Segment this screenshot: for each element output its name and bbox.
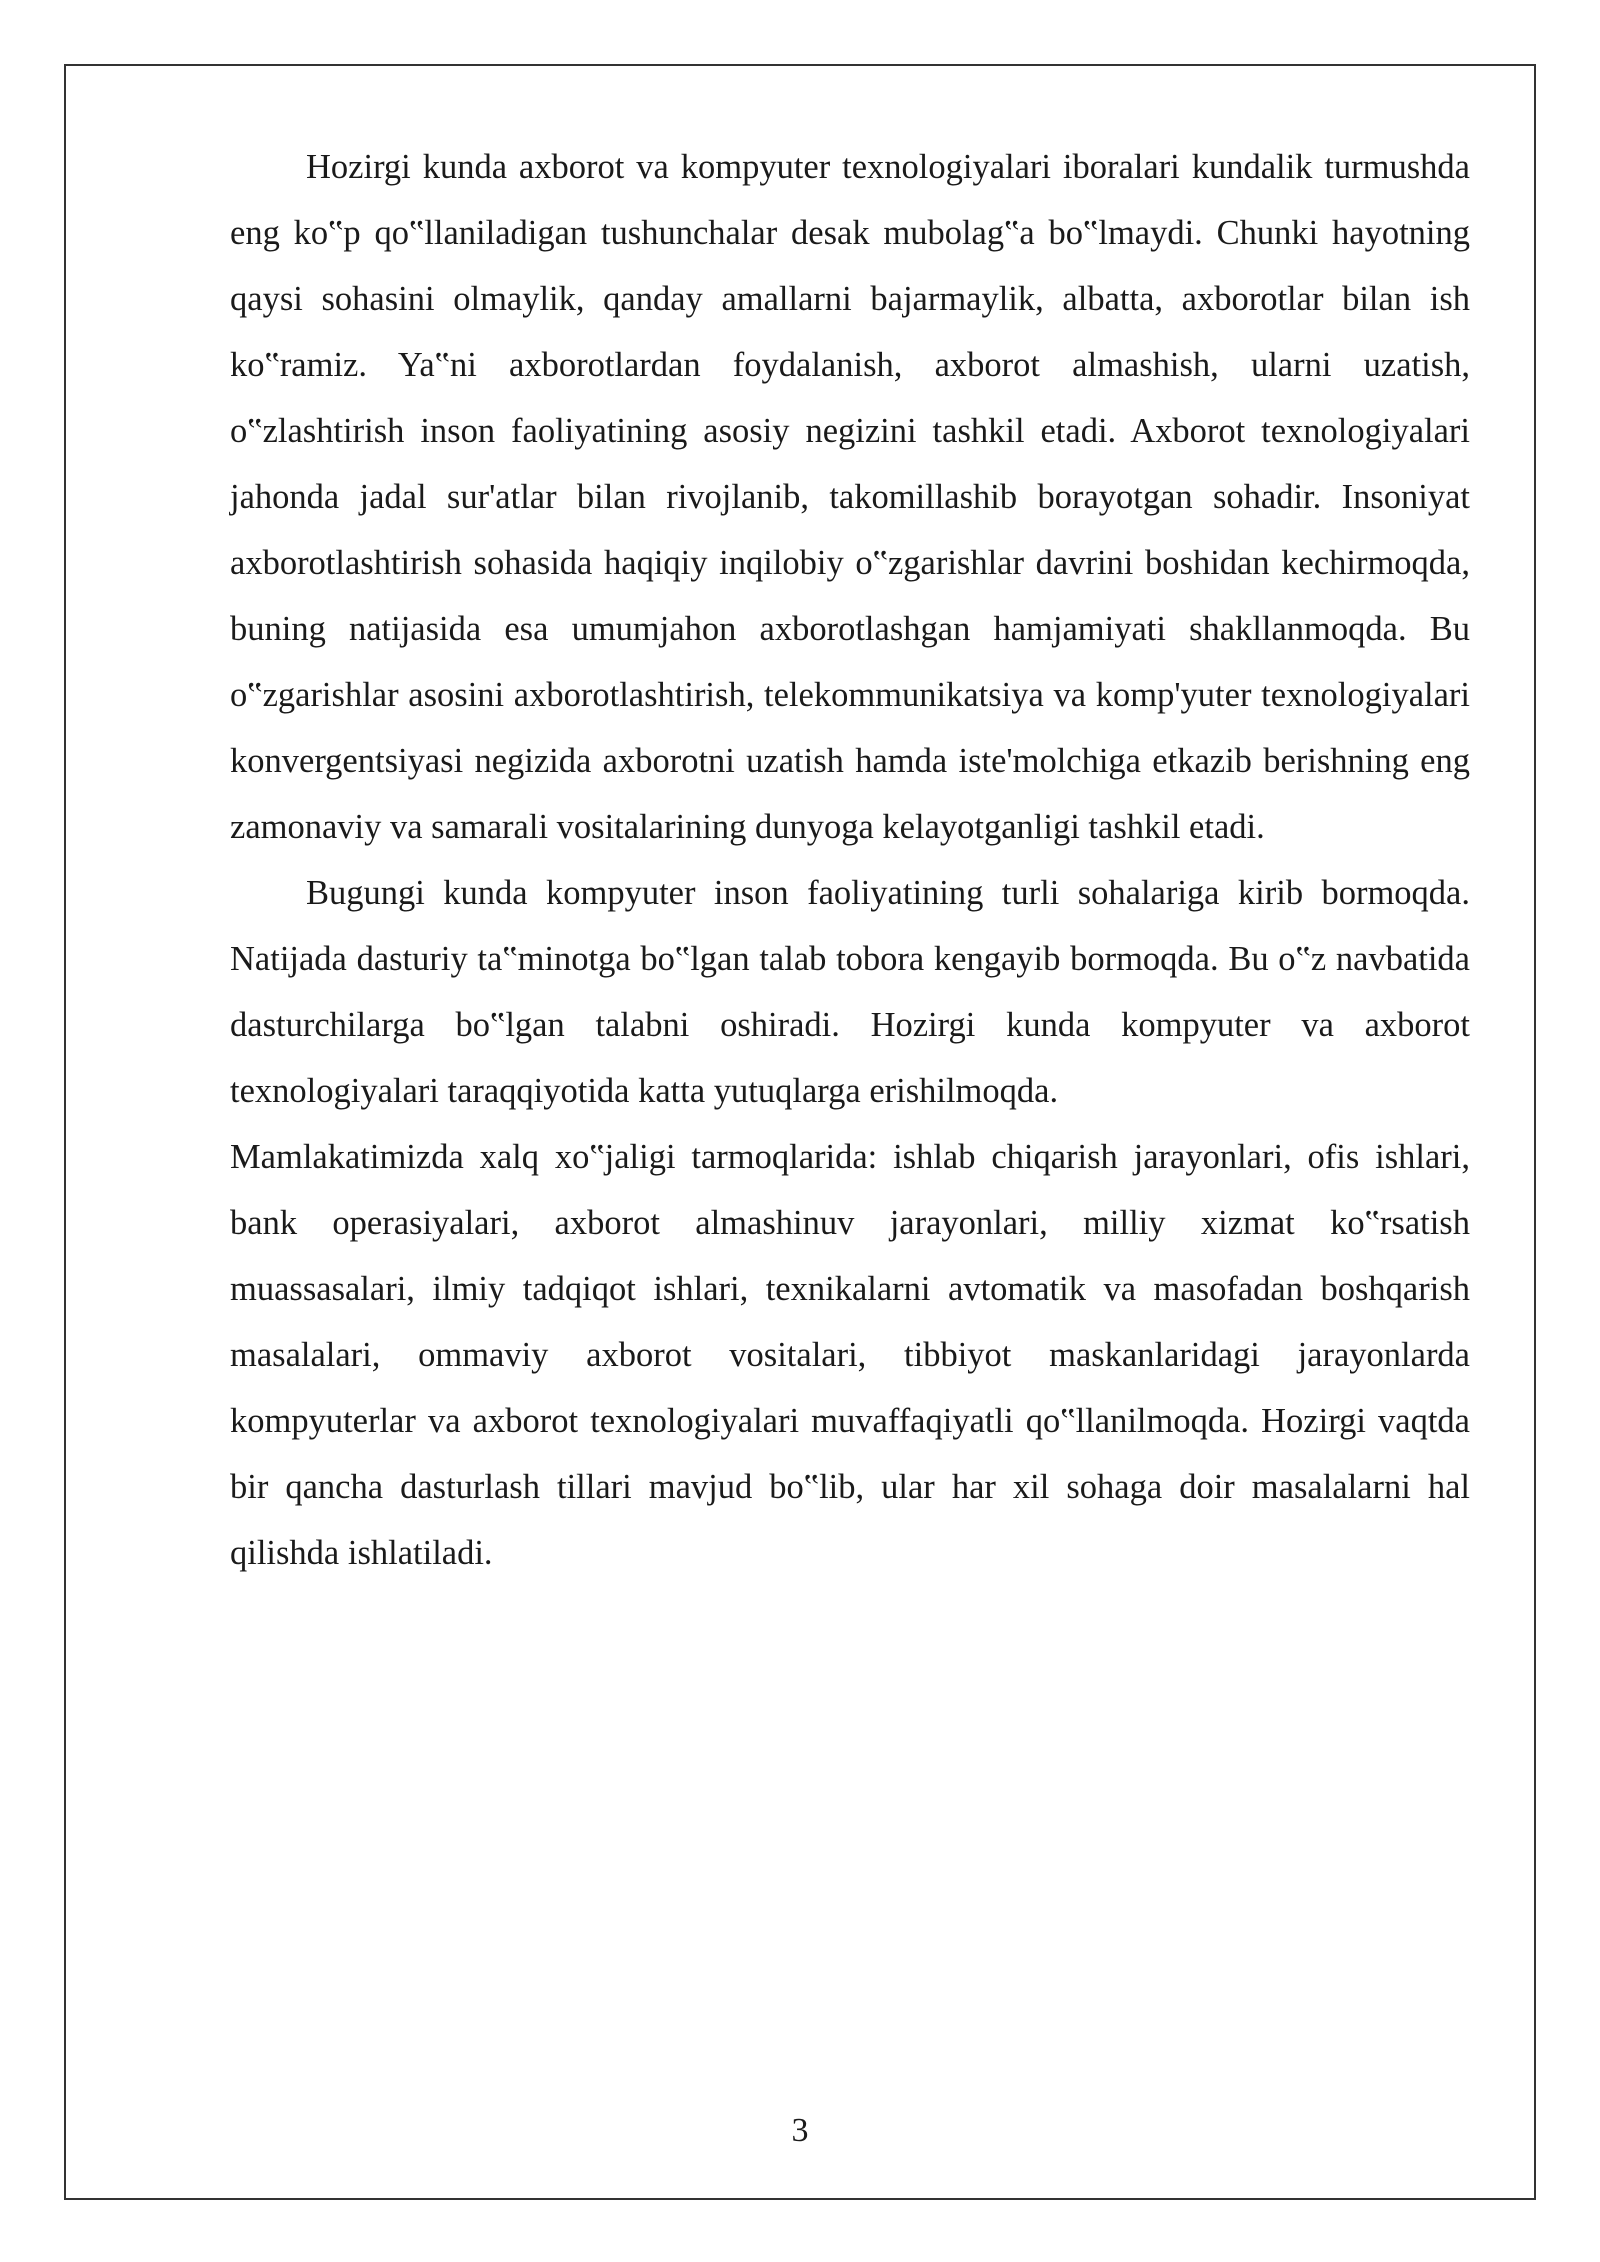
paragraph-1: Hozirgi kunda axborot va kompyuter texnologiyalari iboralari kundalik turmushda eng ko‟p qo‟llaniladigan tushunchalar desak mubolag‟a bo‟lmaydi. Chunki hayotning qaysi sohasini olmaylik, qanday amallarni bajarmaylik, albatta, axborotlar bilan ish ko‟ramiz. Ya‟ni axborotlardan foydalanish, axborot almashish, ularni uzatish, o‟zlashtirish inson faoliyatining asosiy negizini tashkil etadi. Axborot texnologiyalari jahonda jadal sur'atlar bilan rivojlanib, takomillashib borayotgan sohadir. Insoniyat axborotlashtirish sohasida haqiqiy inqilobiy o‟zgarishlar davrini boshidan kechirmoqda, buning natijasida esa umumjahon axborotlashgan hamjamiyati shakllanmoqda. Bu o‟zgarishlar asosini axborotlashtirish, telekommunikatsiya va komp'yuter texnologiyalari konvergentsiyasi negizida axborotni uzatish hamda iste'molchiga etkazib berishning eng zamonaviy va samarali vositalarining dunyoga kelayotganligi tashkil etadi. [230,148,1470,846]
page-number: 3 [791,2112,809,2149]
paragraph-3: Mamlakatimizda xalq xo‟jaligi tarmoqlarida: ishlab chiqarish jarayonlari, ofis ishlari, bank operasiyalari, axborot almashinuv jarayonlari, milliy xizmat ko‟rsatish muassasalari, ilmiy tadqiqot ishlari, texnikalarni avtomatik va masofadan boshqarish masalalari, ommaviy axborot vositalari, tibbiyot maskanlaridagi jarayonlarda kompyuterlar va axborot texnologiyalari muvaffaqiyatli qo‟llanilmoqda. Hozirgi vaqtda bir qancha dasturlash tillari mavjud bo‟lib, ular har xil sohaga doir masalalarni hal qilishda ishlatiladi. [230,1138,1470,1572]
document-body [230,134,1470,1586]
paragraph-2: Bugungi kunda kompyuter inson faoliyatining turli sohalariga kirib bormoqda. Natijada dasturiy ta‟minotga bo‟lgan talab tobora kengayib bormoqda. Bu o‟z navbatida dasturchilarga bo‟lgan talabni oshiradi. Hozirgi kunda kompyuter va axborot texnologiyalari taraqqiyotida katta yutuqlarga erishilmoqda. [230,874,1470,1110]
